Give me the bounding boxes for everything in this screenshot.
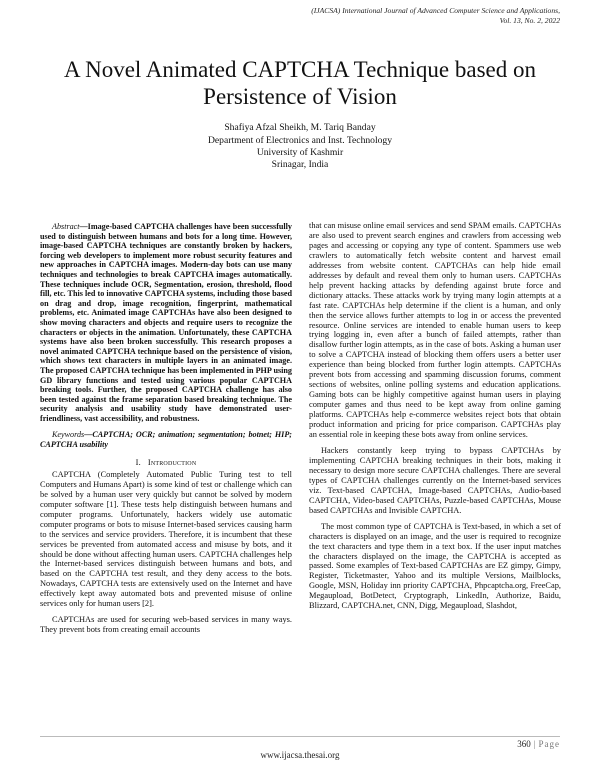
author-department: Department of Electronics and Inst. Technology — [207, 135, 393, 146]
author-city: Srinagar, India — [271, 159, 329, 170]
section-number: I. — [135, 457, 141, 467]
keywords-text: —CAPTCHA; OCR; animation; segmentation; botnet; HIP; CAPTCHA usability — [40, 430, 292, 450]
page-number-value: 360 — [517, 739, 531, 749]
journal-volume: Vol. 13, No. 2, 2022 — [499, 16, 560, 25]
paragraph: CAPTCHAs are used for securing web-based services in many ways. They prevent bots from creating email accounts — [40, 614, 292, 634]
paragraph: that can misuse online email services and send SPAM emails. CAPTCHAs are also used to prevent search engines and crawlers from accessing web pages and accessing or copying any type of content. Spammers use web crawlers to automatically fetch website content and harvest email addresses from website content. CAPTCHAs can help hide email addresses by default and reveal them only to human users. CAPTCHAs help prevent hacking attacks by defending against brute force and dictionary attacks. These attacks work by trying many login attempts at a fast rate. CAPTCHAs help determine if the client is a human, and only then the service allows further attempts to log in or access the prevented resource. Online services are intended to enable human users to keep trying logging in, even after a bunch of failed attempts, rather than disallow further login attempts, as in the case of bots. Asking a human user to solve a CAPTCHA instead of blocking them offers users a better user experience than being blocked from further login attempts. CAPTCHAs prevent bots from accessing and spamming discussion forums, comment sections of websites, online polling systems and education applications. Gaming bots can be highly competitive against human users in playing computer games and thus need to be kept away from online gaming platforms. CAPTCHAs help e-commerce websites reject bots that obtain product information and pricing for price comparison. CAPTCHAs play an essential role in keeping these bots away from online services. — [309, 221, 561, 440]
abstract-label: Abstract — [52, 222, 80, 231]
journal-website: www.ijacsa.thesai.org — [260, 750, 340, 760]
abstract — [40, 222, 292, 423]
paper-title: A Novel Animated CAPTCHA Technique based on Persistence of Vision — [64, 57, 536, 109]
journal-name: (IJACSA) International Journal of Advanced Computer Science and Applications, — [311, 6, 560, 15]
journal-header — [160, 6, 560, 26]
paragraph: The most common type of CAPTCHA is Text-based, in which a set of characters is displayed on an image, and the user is required to recognize the text characters and type them in a text box. If the user input matches the characters displayed on the image, the CAPTCHA is accepted as passed. Some examples of Text-based CAPTCHAs are EZ gimpy, Gimpy, Register, Ticketmaster, Yahoo and its multiple Versions, Mailblocks, Google, MSN, Holiday inn priority CAPTCHA, Phpcaptcha.org, FreeCap, Megaupload, BotDetect, Cryptograph, LinkedIn, Authorize, Baidu, Blizzard, CAPTCHA.net, CNN, Digg, Megaupload, Slashdot, — [309, 521, 561, 611]
section-heading-introduction — [40, 458, 292, 468]
page-number — [517, 739, 560, 749]
keywords — [40, 430, 292, 449]
footer-divider — [40, 736, 560, 737]
keywords-label: Keywords — [52, 430, 85, 440]
paragraph: Hackers constantly keep trying to bypass CAPTCHAs by implementing CAPTCHA breaking techniques in their bots, making it necessary to design more secure CAPTCHA challenges. There are several types of CAPTCHA challenges currently on the Internet-based services viz. Text-based CAPTCHA, Image-based CAPTCHAs, Audio-based CAPTCHA, Video-based CAPTCHAs, Puzzle-based CAPTCHAs, Mouse based CAPTCHAs and Invisible CAPTCHA. — [309, 445, 561, 515]
right-column — [309, 221, 561, 611]
author-block — [120, 122, 480, 171]
abstract-text: —Image-based CAPTCHA challenges have been successfully used to distinguish between humans and bots for a long time. However, image-based CAPTCHA techniques are constantly broken by hackers, forcing web developers to implement more robust security features and new approaches in CAPTCHA images. Modern-day bots can use many techniques and technologies to break CAPTCHA images automatically. These techniques include OCR, Segmentation, erosion, threshold, flood fill, etc. This led to innovative CAPTCHA systems, including those based on drag and drop, image recognition, fingerprint, mathematical problems, etc. Animated image CAPTCHAs have also been designed to show moving characters and objects and require users to recognize the characters or objects in the animation. Unfortunately, these CAPTCHA systems have also been broken successfully. This research proposes a novel animated CAPTCHA technique based on the persistence of vision, which shows text characters in multiple layers in an animated image. The proposed CAPTCHA technique has been implemented in PHP using GD library functions and tested using various popular CAPTCHA breaking tools. Further, the proposed CAPTCHA challenge has also been tested against the frame separation based breaking technique. The security analysis and usability study have demonstrated user-friendliness, vast accessibility, and robustness. — [40, 222, 292, 423]
author-names: Shafiya Afzal Sheikh, M. Tariq Banday — [224, 122, 376, 133]
page-separator: | — [533, 739, 536, 749]
left-column — [40, 222, 292, 635]
author-university: University of Kashmir — [256, 147, 344, 158]
page-word: Page — [538, 739, 560, 749]
paragraph: CAPTCHA (Completely Automated Public Turing test to tell Computers and Humans Apart) is some kind of test or challenge which can be solved by a human user very quickly but cannot be solved by modern computer software [1]. These tests help distinguish between humans and computer programs. Unfortunately, hackers widely use automatic computer programs or bots to misuse Internet-based services causing harm to the services and service providers. Therefore, it is incumbent that these services be prevented from automated access and misuse by bots, and it should be done without affecting human users. CAPTCHA challenges help the Internet-based services distinguish between humans and bots, and based on the CAPTCHA test result, and they deny access to the bots. Nowadays, CAPTCHA tests are extensively used on the Internet and have effectively kept away automated bots and prevented misuse of online services only for human users [2]. — [40, 470, 292, 609]
section-title: Introduction — [147, 457, 197, 467]
